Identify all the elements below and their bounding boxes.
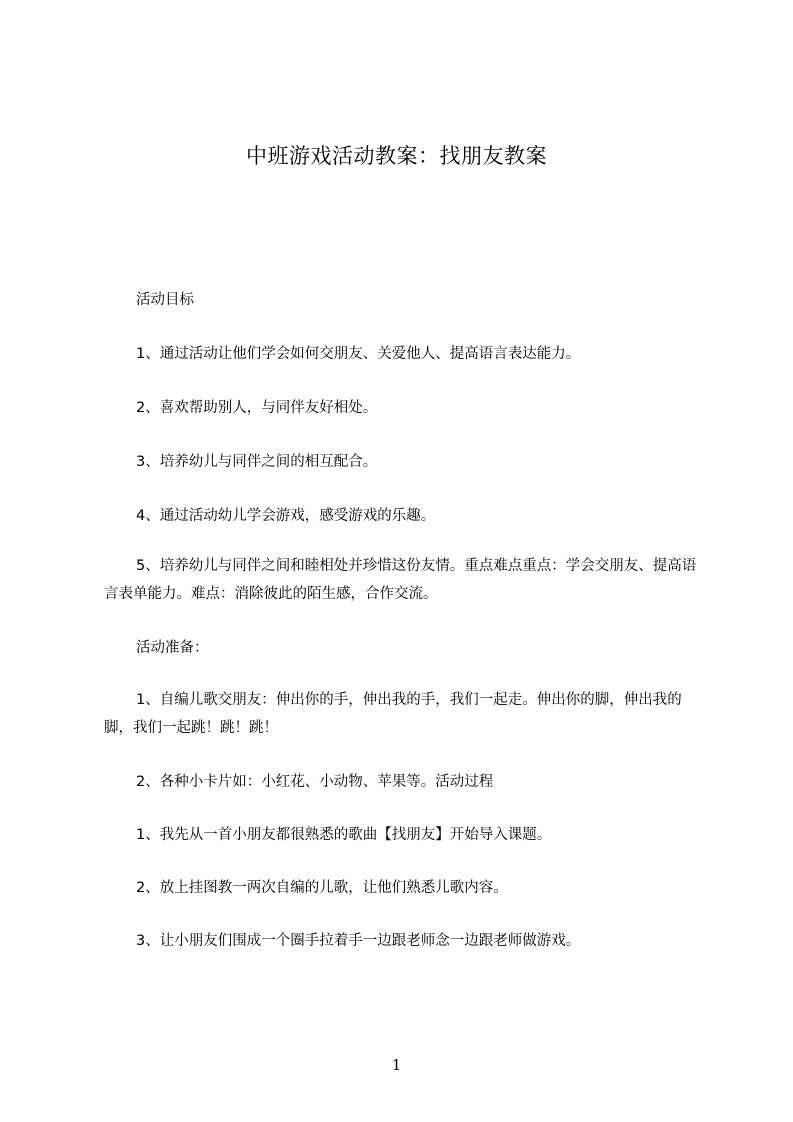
section-heading-preparation: 活动准备： [136,640,209,656]
goal-item-2: 2、喜欢帮助别人，与同伴友好相处。 [136,400,378,416]
process-step-2: 2、放上挂图教一两次自编的儿歌，让他们熟悉儿歌内容。 [136,880,508,896]
section-heading-activity-goals: 活动目标 [136,292,194,308]
preparation-item-2: 2、各种小卡片如：小红花、小动物、苹果等。活动过程 [136,774,494,790]
goal-item-4: 4、通过活动幼儿学会游戏，感受游戏的乐趣。 [136,508,436,524]
document-title: 中班游戏活动教案：找朋友教案 [246,144,547,168]
process-step-1: 1、我先从一首小朋友都很熟悉的歌曲【找朋友】开始导入课题。 [136,827,552,843]
preparation-item-1: 1、自编儿歌交朋友：伸出你的手，伸出我的手，我们一起走。伸出你的脚，伸出我的脚，我们一起跳！跳！跳！ [104,692,682,736]
process-step-3: 3、让小朋友们围成一个圈手拉着手一边跟老师念一边跟老师做游戏。 [136,933,581,949]
page-number: 1 [391,1056,402,1074]
goal-item-1: 1、通过活动让他们学会如何交朋友、关爱他人、提高语言表达能力。 [136,346,581,362]
goal-item-5: 5、培养幼儿与同伴之间和睦相处并珍惜这份友情。重点难点重点：学会交朋友、提高语言表单能力。难点：消除彼此的陌生感，合作交流。 [104,558,697,602]
goal-item-3: 3、培养幼儿与同伴之间的相互配合。 [136,454,378,470]
